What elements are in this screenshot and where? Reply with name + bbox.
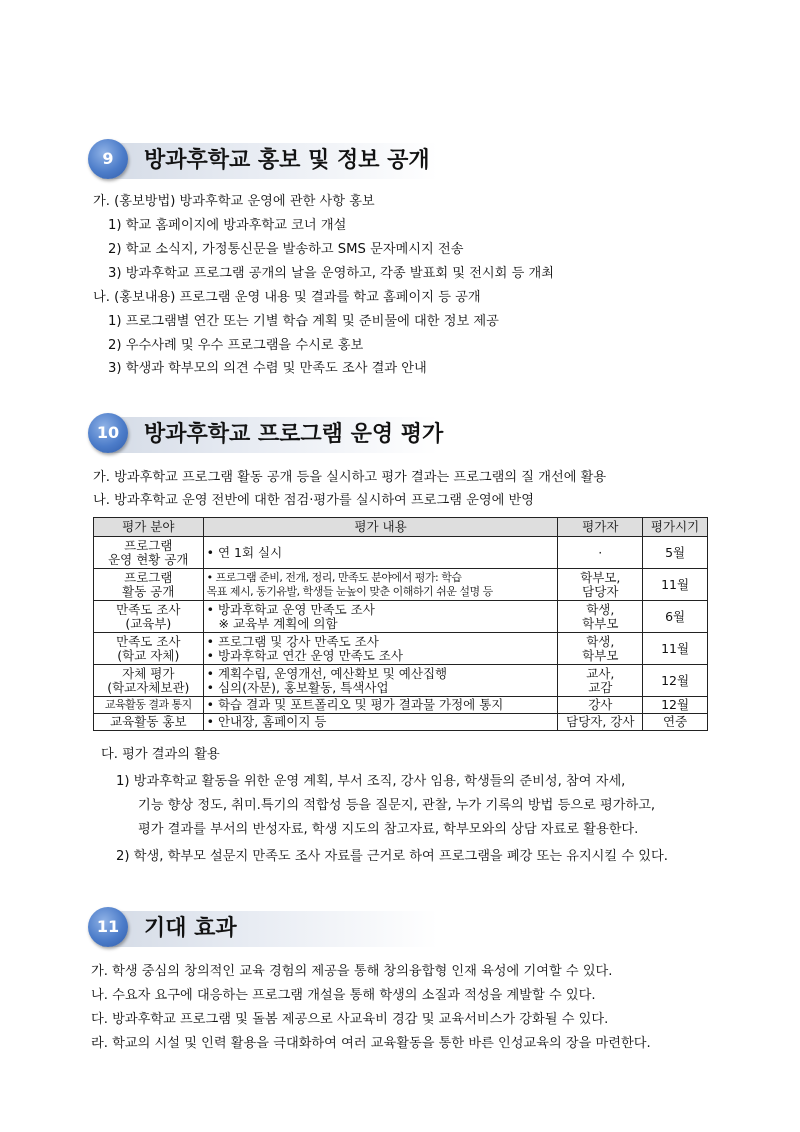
text-line: 나. (홍보내용) 프로그램 운영 내용 및 결과를 학교 홈페이지 등 공개 bbox=[93, 290, 481, 305]
cell-evaluator: · bbox=[558, 537, 643, 569]
cell-time: 12월 bbox=[643, 697, 708, 714]
text-line: 3) 학생과 학부모의 의견 수렴 및 만족도 조사 결과 안내 bbox=[108, 361, 427, 376]
text-line: 다. 평가 결과의 활용 bbox=[101, 747, 220, 762]
cell-time: 12월 bbox=[643, 665, 708, 697]
section-title: 방과후학교 프로그램 운영 평가 bbox=[144, 422, 444, 447]
text-line: 2) 우수사례 및 우수 프로그램을 수시로 홍보 bbox=[108, 338, 364, 353]
cell-evaluator: 담당자, 강사 bbox=[558, 714, 643, 731]
cell-area: 프로그램 운영 현황 공개 bbox=[94, 537, 204, 569]
cell-time: 5월 bbox=[643, 537, 708, 569]
text-line: 2) 학생, 학부모 설문지 만족도 조사 자료를 근거로 하여 프로그램을 폐강 또는 유지시킬 수 있다. bbox=[116, 849, 668, 864]
cell-content: • 계획수립, 운영개선, 예산확보 및 예산집행 • 심의(자문), 홍보활동, 특색사업 bbox=[203, 665, 558, 697]
text-line: 3) 방과후학교 프로그램 공개의 날을 운영하고, 각종 발표회 및 전시회 등 개최 bbox=[108, 266, 555, 281]
text-line: 평가 결과를 부서의 반성자료, 학생 지도의 참고자료, 학부모와의 상담 자료로 활용한다. bbox=[138, 822, 639, 837]
column-header: 평가 내용 bbox=[203, 518, 558, 537]
table-row bbox=[94, 537, 708, 569]
cell-time: 11월 bbox=[643, 633, 708, 665]
table-row bbox=[94, 569, 708, 601]
section-9-header bbox=[88, 137, 438, 187]
column-header: 평가자 bbox=[558, 518, 643, 537]
text-line: 1) 프로그램별 연간 또는 기별 학습 계획 및 준비물에 대한 정보 제공 bbox=[108, 314, 499, 329]
cell-evaluator: 학생, 학부모 bbox=[558, 601, 643, 633]
text-line: 2) 학교 소식지, 가정통신문을 발송하고 SMS 문자메시지 전송 bbox=[108, 242, 464, 257]
cell-time: 6월 bbox=[643, 601, 708, 633]
evaluation-table bbox=[93, 517, 708, 731]
cell-content: • 방과후학교 운영 만족도 조사 ※ 교육부 계획에 의함 bbox=[203, 601, 558, 633]
cell-evaluator: 강사 bbox=[558, 697, 643, 714]
cell-area: 만족도 조사 (교육부) bbox=[94, 601, 204, 633]
section-number-badge: 11 bbox=[88, 907, 128, 947]
table-row bbox=[94, 665, 708, 697]
cell-content: • 프로그램 준비, 전개, 정리, 만족도 분야에서 평가: 학습 목표 제시, 동기유발, 학생들 눈높이 맞춘 이해하기 쉬운 설명 등 bbox=[203, 569, 558, 601]
cell-content: • 연 1회 실시 bbox=[203, 537, 558, 569]
text-line: 나. 방과후학교 운영 전반에 대한 점검·평가를 실시하여 프로그램 운영에 반영 bbox=[93, 493, 535, 508]
cell-content: • 안내장, 홈페이지 등 bbox=[203, 714, 558, 731]
text-line: 1) 방과후학교 활동을 위한 운영 계획, 부서 조직, 강사 임용, 학생들의 준비성, 참여 자세, bbox=[116, 774, 626, 789]
text-line: 가. 학생 중심의 창의적인 교육 경험의 제공을 통해 창의융합형 인재 육성에 기여할 수 있다. bbox=[91, 964, 613, 979]
cell-time: 11월 bbox=[643, 569, 708, 601]
section-10-header bbox=[88, 411, 444, 461]
cell-time: 연중 bbox=[643, 714, 708, 731]
cell-content: • 학습 결과 및 포트폴리오 및 평가 결과물 가정에 통지 bbox=[203, 697, 558, 714]
text-line: 다. 방과후학교 프로그램 및 돌봄 제공으로 사교육비 경감 및 교육서비스가 강화될 수 있다. bbox=[91, 1012, 609, 1027]
cell-area: 프로그램 활동 공개 bbox=[94, 569, 204, 601]
cell-evaluator: 학부모, 담당자 bbox=[558, 569, 643, 601]
cell-area: 교육활동 결과 통지 bbox=[94, 697, 204, 714]
text-line: 가. 방과후학교 프로그램 활동 공개 등을 실시하고 평가 결과는 프로그램의 질 개선에 활용 bbox=[93, 470, 607, 485]
cell-content: • 프로그램 및 강사 만족도 조사 • 방과후학교 연간 운영 만족도 조사 bbox=[203, 633, 558, 665]
text-line: 라. 학교의 시설 및 인력 활용을 극대화하여 여러 교육활동을 통한 바른 인성교육의 장을 마련한다. bbox=[91, 1036, 651, 1051]
text-line: 나. 수요자 요구에 대응하는 프로그램 개설을 통해 학생의 소질과 적성을 계발할 수 있다. bbox=[91, 988, 596, 1003]
section-title: 방과후학교 홍보 및 정보 공개 bbox=[144, 148, 430, 173]
cell-evaluator: 학생, 학부모 bbox=[558, 633, 643, 665]
cell-evaluator: 교사, 교감 bbox=[558, 665, 643, 697]
text-line: 기능 향상 정도, 취미.특기의 적합성 등을 질문지, 관찰, 누가 기록의 방법 등으로 평가하고, bbox=[138, 798, 656, 813]
section-11-header bbox=[88, 905, 438, 955]
table-row bbox=[94, 601, 708, 633]
text-line: 1) 학교 홈페이지에 방과후학교 코너 개설 bbox=[108, 218, 347, 233]
cell-area: 만족도 조사 (학교 자체) bbox=[94, 633, 204, 665]
column-header: 평가 분야 bbox=[94, 518, 204, 537]
column-header: 평가시기 bbox=[643, 518, 708, 537]
table-row bbox=[94, 633, 708, 665]
section-number-badge: 10 bbox=[88, 413, 128, 453]
section-number-badge: 9 bbox=[88, 139, 128, 179]
section-title: 기대 효과 bbox=[144, 916, 237, 941]
cell-area: 자체 평가 (학교자체보관) bbox=[94, 665, 204, 697]
table-header-row bbox=[94, 518, 708, 537]
cell-area: 교육활동 홍보 bbox=[94, 714, 204, 731]
table-row bbox=[94, 697, 708, 714]
table-row bbox=[94, 714, 708, 731]
text-line: 가. (홍보방법) 방과후학교 운영에 관한 사항 홍보 bbox=[93, 194, 375, 209]
